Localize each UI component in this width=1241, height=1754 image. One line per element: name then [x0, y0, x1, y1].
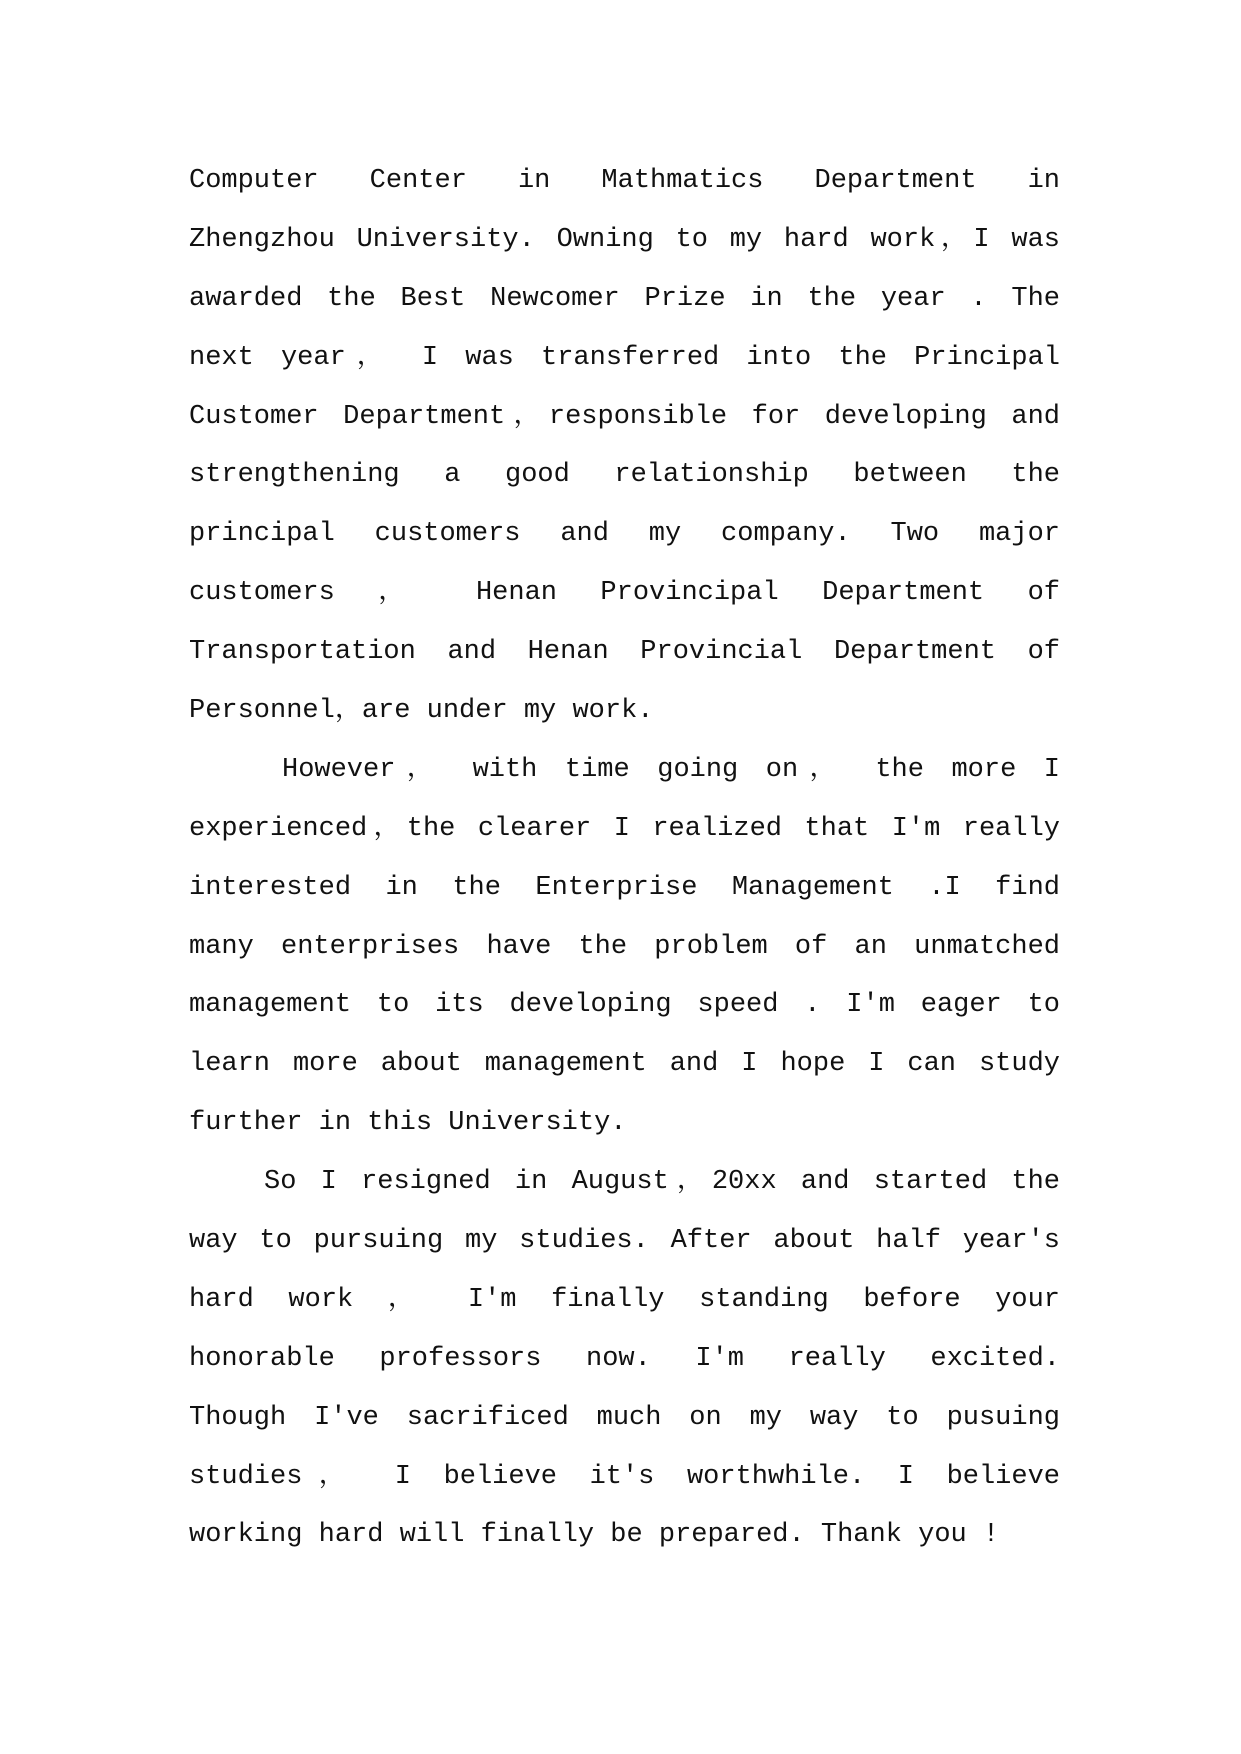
document-body [189, 152, 1060, 1565]
text-line: Though I've sacrificed much on my way to pusuing [189, 1402, 1060, 1433]
paragraph [189, 1153, 1060, 1565]
text-line: interested in the Enterprise Management .I find [189, 872, 1060, 903]
text-line: Computer Center in Mathmatics Department in [189, 166, 1060, 196]
text-line: Transportation and Henan Provincial Department of [189, 637, 1060, 668]
text-line: customers ， Henan Provincipal Department of [189, 578, 1060, 609]
text-line: many enterprises have the problem of an unmatched [189, 931, 1060, 962]
paragraph [189, 152, 1060, 741]
text-line: experienced，the clearer I realized that I'm really [189, 813, 1060, 844]
text-line: Zhengzhou University. Owning to my hard work，I was [189, 224, 1060, 255]
text-line: management to its developing speed . I'm eager to [189, 990, 1060, 1021]
text-line: working hard will finally be prepared. Thank you ! [189, 1520, 1000, 1551]
text-line: further in this University. [189, 1108, 627, 1139]
text-line: awarded the Best Newcomer Prize in the year . The [189, 283, 1060, 314]
text-line: way to pursuing my studies. After about half year's [189, 1226, 1060, 1257]
text-line: principal customers and my company. Two major [189, 519, 1060, 550]
paragraph [189, 741, 1060, 1153]
text-line: studies， I believe it's worthwhile. I believe [189, 1461, 1060, 1492]
text-line: Personnel，are under my work. [189, 696, 654, 727]
text-line: learn more about management and I hope I can study [189, 1049, 1060, 1080]
text-line: next year， I was transferred into the Principal [189, 342, 1060, 373]
text-line: honorable professors now. I'm really excited. [189, 1343, 1060, 1374]
text-line: strengthening a good relationship between the [189, 460, 1060, 491]
text-line: So I resigned in August，20xx and started the [264, 1167, 1060, 1198]
text-line: However， with time going on， the more I [282, 754, 1060, 785]
text-line: hard work ， I'm finally standing before your [189, 1284, 1060, 1315]
text-line: Customer Department，responsible for developing and [189, 401, 1060, 432]
